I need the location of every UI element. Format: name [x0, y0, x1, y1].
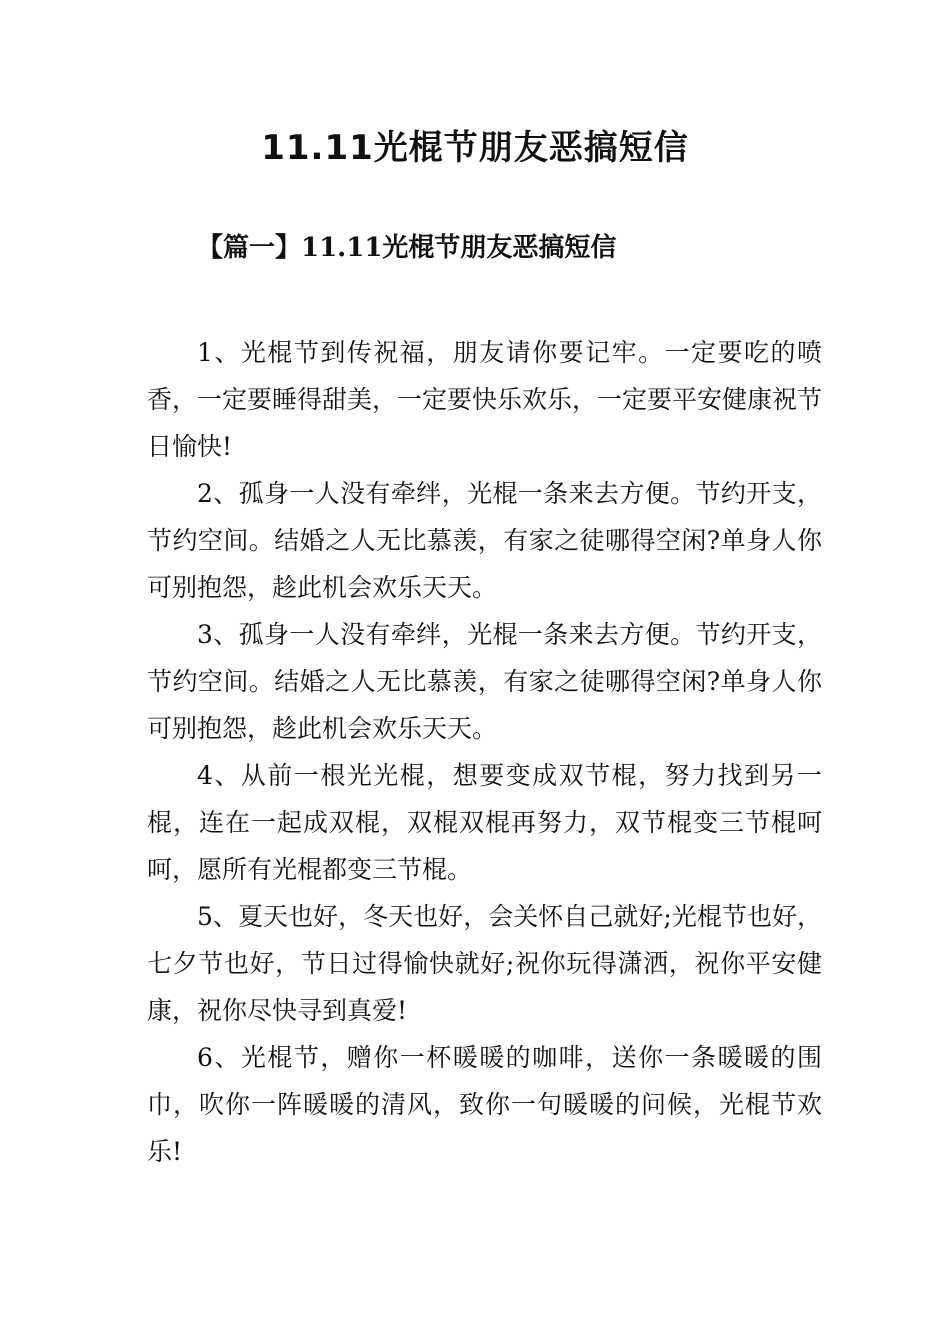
document-title: 11.11光棍节朋友恶搞短信 — [261, 128, 689, 168]
document-body — [147, 329, 822, 1175]
section-heading: 【篇一】11.11光棍节朋友恶搞短信 — [197, 233, 617, 263]
paragraph-6: 6、光棍节，赠你一杯暖暖的咖啡，送你一条暖暖的围巾，吹你一阵暖暖的清风，致你一句暖暖的问候，光棍节欢乐! — [147, 1043, 822, 1166]
paragraph-4: 4、从前一根光光棍，想要变成双节棍，努力找到另一棍，连在一起成双棍，双棍双棍再努力，双节棍变三节棍呵呵，愿所有光棍都变三节棍。 — [147, 761, 822, 884]
paragraph-2: 2、孤身一人没有牵绊，光棍一条来去方便。节约开支，节约空间。结婚之人无比慕羡，有家之徒哪得空闲?单身人你可别抱怨，趁此机会欢乐天天。 — [147, 479, 822, 602]
paragraph-5: 5、夏天也好，冬天也好，会关怀自己就好;光棍节也好，七夕节也好，节日过得愉快就好;祝你玩得潇洒，祝你平安健康，祝你尽快寻到真爱! — [147, 902, 822, 1025]
paragraph-3: 3、孤身一人没有牵绊，光棍一条来去方便。节约开支，节约空间。结婚之人无比慕羡，有家之徒哪得空闲?单身人你可别抱怨，趁此机会欢乐天天。 — [147, 620, 822, 743]
paragraph-1: 1、光棍节到传祝福，朋友请你要记牢。一定要吃的喷香，一定要睡得甜美，一定要快乐欢乐，一定要平安健康祝节日愉快! — [147, 338, 823, 461]
